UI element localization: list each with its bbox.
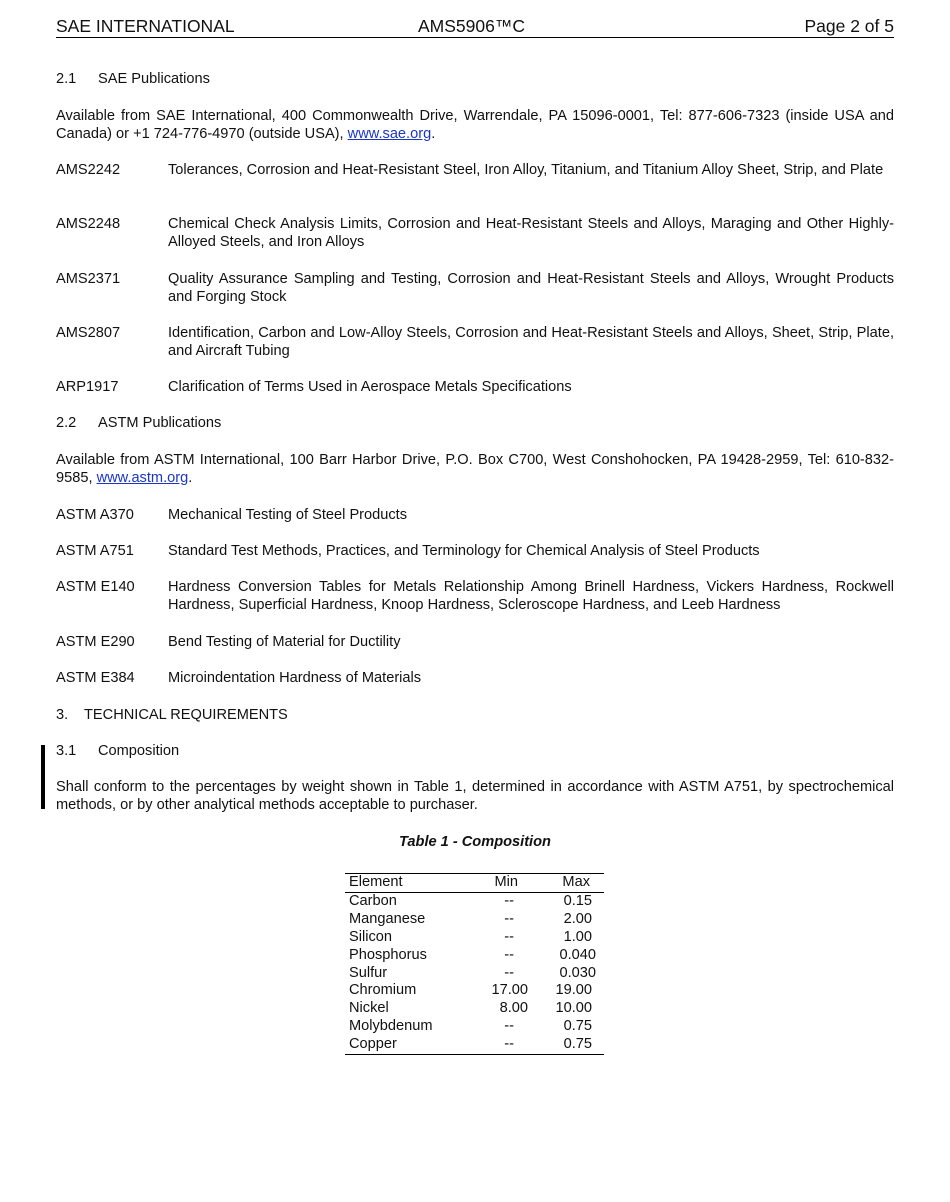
ref-description: Chemical Check Analysis Limits, Corrosion and Heat-Resistant Steels and Alloys, Maraging and Other Highly-Alloyed Steels, and Iron Alloys (168, 216, 894, 250)
sae-availability-paragraph (56, 107, 894, 143)
ref-description: Bend Testing of Material for Ductility (168, 634, 401, 650)
cell-element: Phosphorus (349, 946, 427, 963)
cell-max: 10.00 (555, 1000, 592, 1017)
ref-description: Mechanical Testing of Steel Products (168, 507, 408, 523)
cell-min: 17.00 (491, 982, 528, 999)
table-row (345, 1018, 604, 1036)
paragraph-end: . (188, 470, 193, 486)
table-row (345, 947, 604, 965)
ref-id: AMS2242 (56, 162, 121, 178)
table-row (345, 911, 604, 929)
cell-element: Silicon (349, 928, 392, 945)
cell-max: 1.00 (563, 928, 592, 945)
cell-min: -- (504, 946, 514, 963)
section-3-heading (56, 706, 288, 724)
section-2-2-heading (56, 414, 221, 432)
ref-description: Hardness Conversion Tables for Metals Relationship Among Brinell Hardness, Vickers Hardness, Rockwell Hardness, Superficial Hardness, Knoop Hardness, Scleroscope Hardness, and Leeb Hardness (168, 579, 894, 613)
table-row (345, 1000, 604, 1018)
astm-availability-paragraph (56, 451, 894, 487)
ref-id: ASTM E290 (56, 634, 135, 650)
section-number: 2.1 (56, 71, 77, 87)
ref-id: AMS2248 (56, 216, 121, 232)
page-header (56, 16, 894, 38)
revision-change-bar (41, 745, 45, 809)
table-caption: Table 1 - Composition (399, 834, 551, 850)
cell-element: Manganese (349, 910, 426, 927)
cell-max: 19.00 (555, 982, 592, 999)
section-number: 2.2 (56, 415, 77, 431)
cell-max: 0.030 (559, 964, 596, 981)
table-row (345, 965, 604, 983)
cell-element: Copper (349, 1036, 397, 1053)
cell-element: Carbon (349, 893, 397, 909)
section-2-1-heading (56, 70, 210, 88)
sae-website-link[interactable]: www.sae.org (347, 126, 432, 142)
cell-element: Nickel (349, 1000, 389, 1017)
ref-description: Identification, Carbon and Low-Alloy Steels, Corrosion and Heat-Resistant Steels and Alloys, Sheet, Strip, Plate, and Aircraft Tubing (168, 325, 894, 359)
composition-table (345, 873, 604, 1055)
cell-min: 8.00 (499, 1000, 528, 1017)
cell-min: -- (504, 1018, 514, 1035)
header-doc-number: AMS5906™C (418, 16, 525, 36)
ref-id: ASTM A751 (56, 543, 134, 559)
cell-min: -- (504, 1036, 514, 1053)
ref-id: ASTM A370 (56, 507, 134, 523)
ref-description: Clarification of Terms Used in Aerospace Metals Specifications (168, 379, 572, 395)
ref-id: ARP1917 (56, 379, 119, 395)
column-header-min: Min (494, 874, 518, 890)
header-page-number: Page 2 of 5 (804, 16, 894, 36)
cell-min: -- (504, 964, 514, 981)
ref-id: AMS2807 (56, 325, 121, 341)
ref-id: AMS2371 (56, 271, 121, 287)
paragraph-text: Available from SAE International, 400 Commonwealth Drive, Warrendale, PA 15096-0001, Tel: 877-606-7323 (inside USA and Canada) or +1 724-776-4970 (outside USA), (56, 108, 894, 142)
cell-element: Molybdenum (349, 1018, 433, 1035)
ref-description: Standard Test Methods, Practices, and Terminology for Chemical Analysis of Steel Products (168, 543, 760, 559)
table-header-row (345, 874, 604, 893)
cell-max: 0.75 (563, 1018, 592, 1035)
section-title: SAE Publications (98, 71, 210, 87)
cell-max: 0.15 (563, 893, 592, 909)
table-row (345, 893, 604, 911)
cell-element: Sulfur (349, 964, 388, 981)
table-row (345, 929, 604, 947)
ref-description: Tolerances, Corrosion and Heat-Resistant Steel, Iron Alloy, Titanium, and Titanium Alloy Sheet, Strip, and Plate (168, 162, 884, 178)
astm-website-link[interactable]: www.astm.org (96, 470, 189, 486)
cell-max: 0.75 (563, 1036, 592, 1053)
column-header-element: Element (349, 874, 403, 890)
ref-description: Quality Assurance Sampling and Testing, Corrosion and Heat-Resistant Steels and Alloys, Wrought Products and Forging Stock (168, 271, 894, 305)
cell-min: -- (504, 893, 514, 909)
table-row (345, 1036, 604, 1054)
cell-element: Chromium (349, 982, 417, 999)
section-3-1-heading (56, 742, 179, 760)
section-title: ASTM Publications (98, 415, 222, 431)
column-header-max: Max (562, 874, 590, 890)
ref-description: Microindentation Hardness of Materials (168, 670, 422, 686)
cell-max: 2.00 (563, 910, 592, 927)
cell-max: 0.040 (559, 946, 596, 963)
cell-min: -- (504, 910, 514, 927)
cell-min: -- (504, 928, 514, 945)
section-title: Composition (98, 743, 180, 759)
paragraph-text: Available from ASTM International, 100 Barr Harbor Drive, P.O. Box C700, West Conshohocken, PA 19428-2959, Tel: 610-832-9585, (56, 452, 894, 486)
header-org: SAE INTERNATIONAL (56, 16, 235, 36)
composition-paragraph: Shall conform to the percentages by weight shown in Table 1, determined in accordance with ASTM A751, by spectrochemical methods, or by other analytical methods acceptable to purchaser. (56, 779, 894, 813)
ref-id: ASTM E140 (56, 579, 135, 595)
section-number: 3.1 (56, 743, 77, 759)
paragraph-end: . (431, 126, 436, 142)
section-number: 3. (56, 707, 69, 723)
table-row (345, 982, 604, 1000)
section-title: TECHNICAL REQUIREMENTS (84, 707, 288, 723)
ref-id: ASTM E384 (56, 670, 135, 686)
